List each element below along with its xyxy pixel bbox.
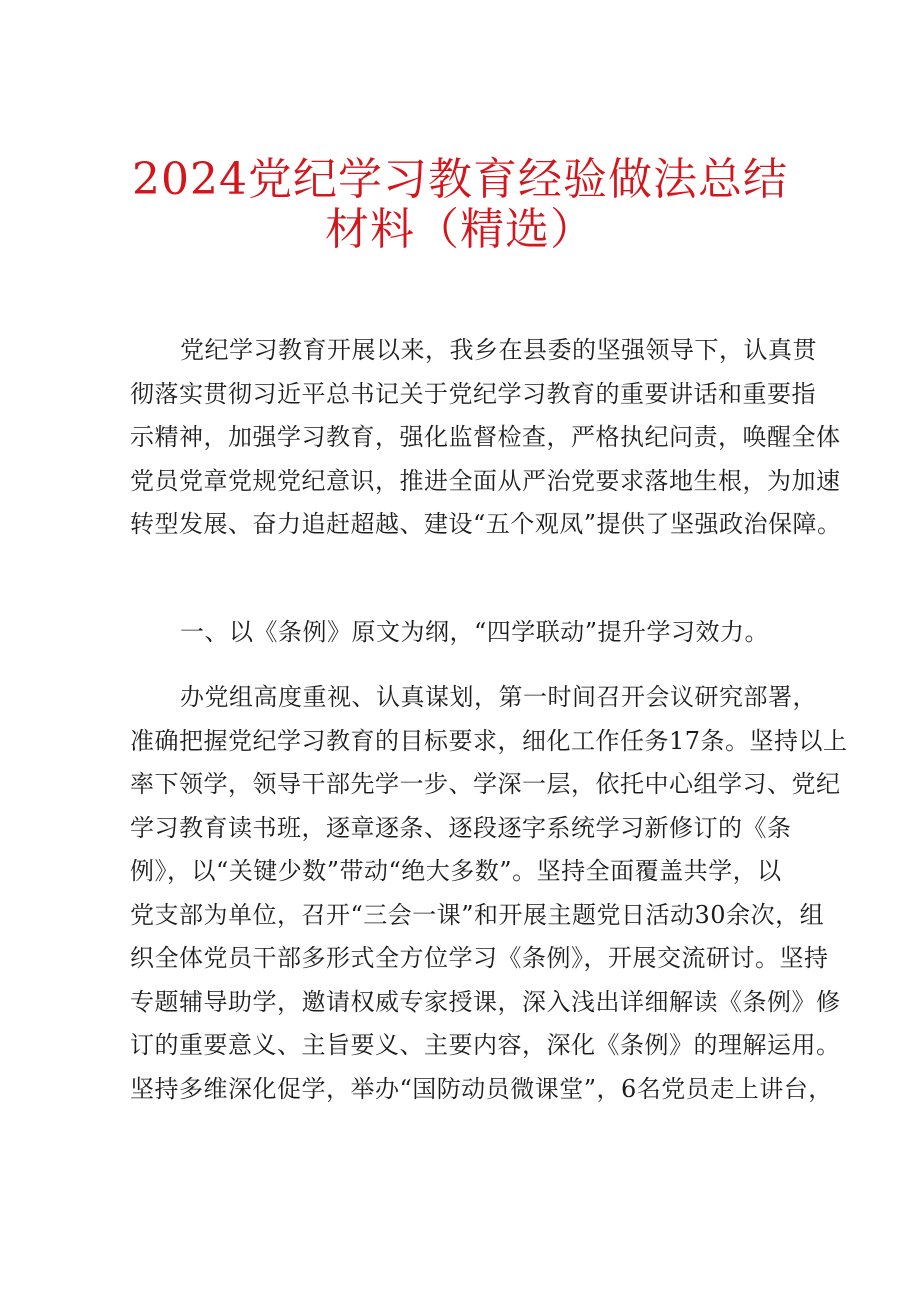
paragraph-line: 坚持多维深化促学，举办“国防动员微课堂”，6名党员走上讲台，	[130, 1074, 833, 1103]
paragraph-line: 织全体党员干部多形式全方位学习《条例》，开展交流研讨。坚持	[130, 944, 829, 972]
paragraph-line: 准确把握党纪学习教育的目标要求，细化工作任务17条。坚持以上	[130, 726, 848, 755]
paragraph-line: 彻落实贯彻习近平总书记关于党纪学习教育的重要讲话和重要指	[130, 379, 816, 408]
paragraph-line: 示精神，加强学习教育，强化监督检查，严格执纪问责，唤醒全体	[130, 423, 841, 451]
paragraph-line: 订的重要意义、主旨要义、主要内容，深化《条例》的理解运用。	[130, 1031, 841, 1059]
paragraph-line: 例》，以“关键少数”带动“绝大多数”。坚持全面覆盖共学，以	[130, 857, 782, 885]
paragraph-line: 学习教育读书班，逐章逐条、逐段逐字系统学习新修订的《条	[130, 813, 792, 842]
paragraph-line: 党支部为单位，召开“三会一课”和开展主题党日活动30余次，组	[130, 900, 825, 929]
paragraph-intro	[130, 329, 842, 547]
paragraph-line: 专题辅导助学，邀请权威专家授课，深入浅出详细解读《条例》修	[130, 987, 841, 1016]
paragraph-line: 党员党章党规党纪意识，推进全面从严治党要求落地生根，为加速	[130, 466, 841, 495]
paragraph-line: 转型发展、奋力追赶超越、建设“五个观凤”提供了坚强政治保障。	[130, 510, 842, 538]
document-title-line-1: 2024党纪学习教育经验做法总结	[132, 154, 788, 205]
paragraph-section-1	[130, 676, 848, 1111]
section-heading-text: 一、以《条例》原文为纲，“四学联动”提升学习效力。	[180, 618, 770, 646]
paragraph-line: 办党组高度重视、认真谋划，第一时间召开会议研究部署，	[180, 683, 817, 711]
paragraph-line: 党纪学习教育开展以来，我乡在县委的坚强领导下，认真贯	[180, 336, 817, 364]
section-heading-1	[130, 611, 800, 655]
document-title-line-2: 材料（精选）	[325, 204, 595, 255]
paragraph-line: 率下领学，领导干部先学一步、学深一层，依托中心组学习、党纪	[130, 770, 841, 798]
